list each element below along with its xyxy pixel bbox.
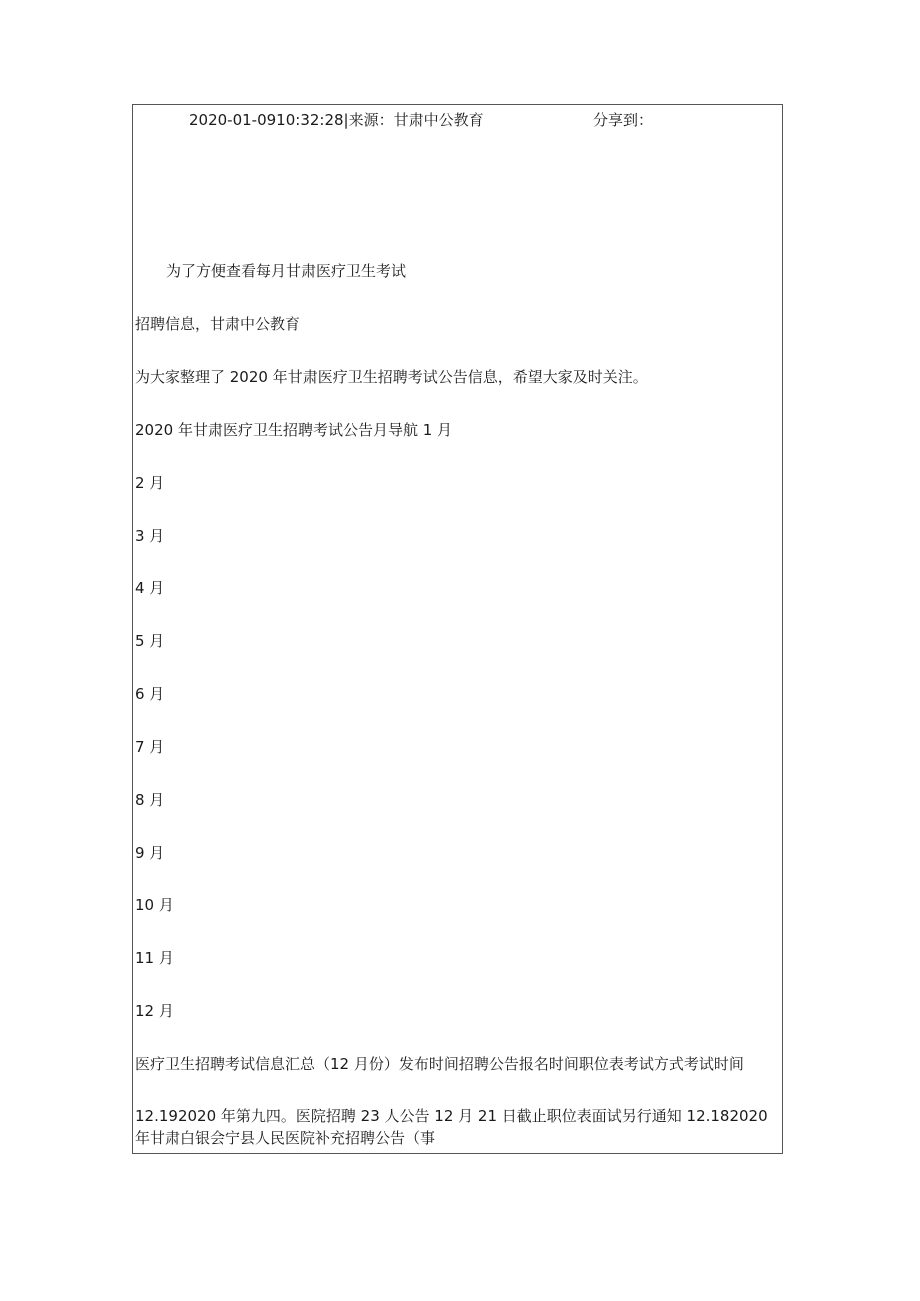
month-link-8[interactable]: 8 月 <box>135 791 165 809</box>
summary-entry: 12.192020 年第九四。医院招聘 23 人公告 12 月 21 日截止职位表面试另行通知 12.182020 年甘肃白银会宁县人民医院补充招聘公告（事 <box>135 1107 768 1147</box>
month-link-12[interactable]: 12 月 <box>135 1002 174 1020</box>
intro-line-3: 为大家整理了 2020 年甘肃医疗卫生招聘考试公告信息，希望大家及时关注。 <box>135 368 648 386</box>
intro-line-1: 为了方便查看每月甘肃医疗卫生考试 <box>166 262 407 280</box>
share-label: 分享到： <box>593 111 654 129</box>
month-link-11[interactable]: 11 月 <box>135 949 174 967</box>
month-link-9[interactable]: 9 月 <box>135 844 165 862</box>
month-link-4[interactable]: 4 月 <box>135 579 165 597</box>
meta-separator: | <box>343 111 349 129</box>
article-source: 来源：甘肃中公教育 <box>348 111 484 129</box>
month-link-7[interactable]: 7 月 <box>135 738 165 756</box>
month-link-10[interactable]: 10 月 <box>135 896 174 914</box>
month-link-3[interactable]: 3 月 <box>135 527 165 545</box>
month-nav-title: 2020 年甘肃医疗卫生招聘考试公告月导航 1 月 <box>135 421 453 439</box>
article-meta <box>189 110 484 130</box>
month-link-5[interactable]: 5 月 <box>135 632 165 650</box>
month-link-6[interactable]: 6 月 <box>135 685 165 703</box>
summary-table-header: 医疗卫生招聘考试信息汇总（12 月份）发布时间招聘公告报名时间职位表考试方式考试时间 <box>135 1055 744 1073</box>
intro-line-2: 招聘信息，甘肃中公教育 <box>135 315 301 333</box>
publish-datetime: 2020-01-0910:32:28 <box>189 111 344 129</box>
month-link-2[interactable]: 2 月 <box>135 474 165 492</box>
